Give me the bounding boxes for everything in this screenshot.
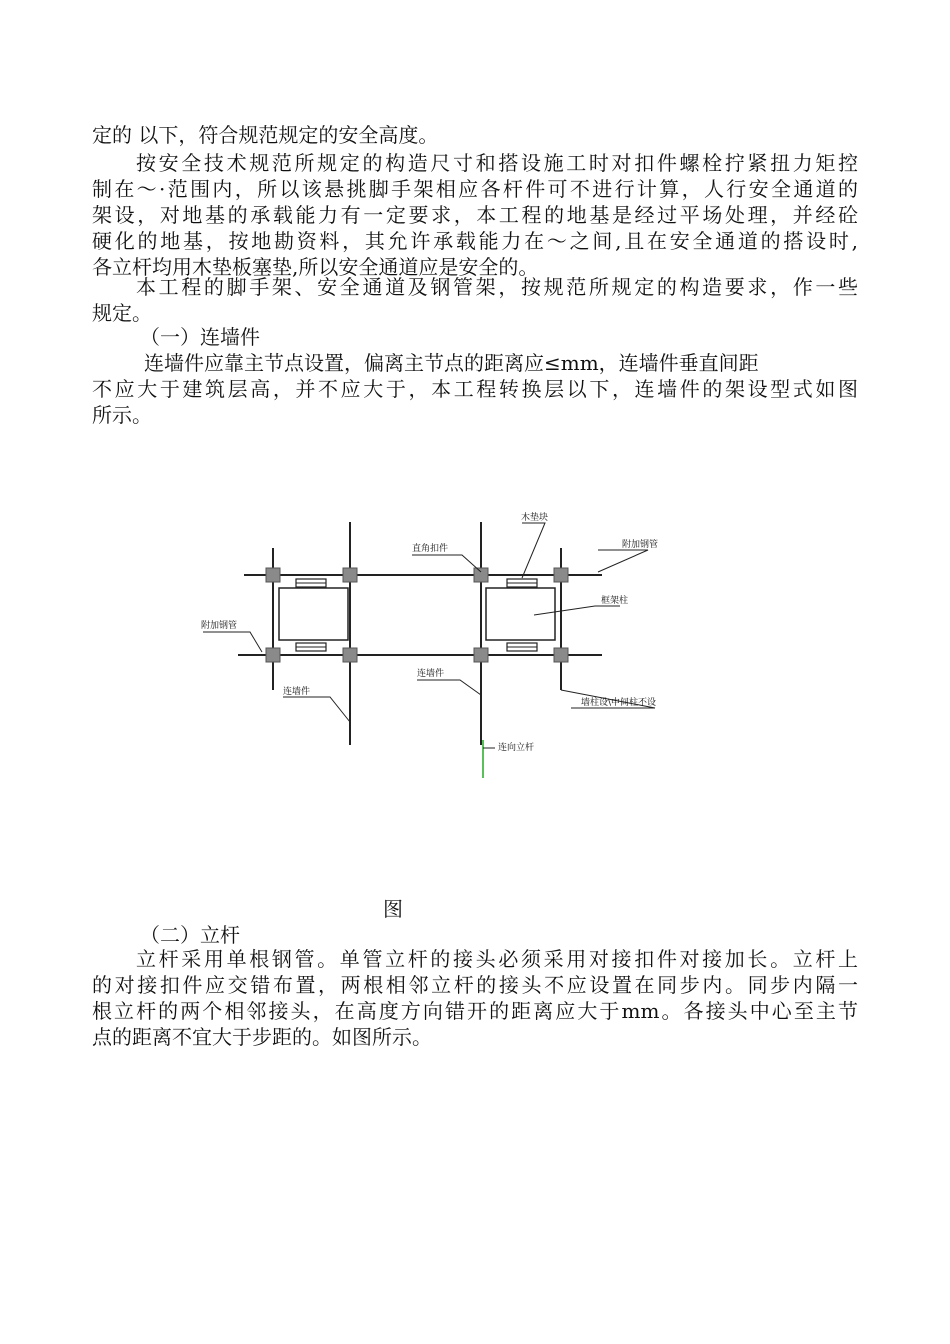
label-tie-mid: 连墙件 <box>417 669 445 679</box>
paragraph-line: 根立杆的两个相邻接头，在高度方向错开的距离应大于mm。各接头中心至主节 <box>92 999 858 1023</box>
paragraph-line: 不应大于建筑层高，并不应大于，本工程转换层以下，连墙件的架设型式如图 <box>92 377 858 401</box>
clamp <box>343 648 357 662</box>
paragraph-line: 硬化的地基，按地勘资料，其允许承载能力在～之间,且在安全通道的搭设时, <box>92 229 858 253</box>
paragraph-line: 立杆采用单根钢管。单管立杆的接头必须采用对接扣件对接加长。立杆上 <box>136 947 858 971</box>
label-added-pipe-right: 附加钢管 <box>622 540 659 550</box>
paragraph-line: 架设，对地基的承载能力有一定要求，本工程的地基是经过平场处理，并经砼 <box>92 203 858 227</box>
frame-column <box>279 588 348 640</box>
paragraph-line: 制在～·范围内，所以该悬挑脚手架相应各杆件可不进行计算，人行安全通道的 <box>92 177 858 201</box>
paragraph-line: 所示。 <box>92 403 152 427</box>
label-wood-block: 木垫块 <box>521 513 549 523</box>
figure-caption: 图 <box>383 897 403 921</box>
label-frame-column: 框架柱 <box>601 596 629 606</box>
label-edge-note: 墙柱设\中间柱不设 <box>581 698 657 708</box>
paragraph-line: 各立杆均用木垫板塞垫,所以安全通道应是安全的。 <box>92 255 539 279</box>
label-tie-left: 连墙件 <box>283 687 311 697</box>
clamp <box>474 648 488 662</box>
paragraph-line: 定的 以下，符合规范规定的安全高度。 <box>92 123 439 147</box>
label-added-pipe-left: 附加钢管 <box>201 621 238 631</box>
paragraph-line: 的对接扣件应交错布置，两根相邻立杆的接头不应设置在同步内。同步内隔一 <box>92 973 858 997</box>
clamp <box>266 568 280 582</box>
frame-column <box>486 588 555 640</box>
wall-tie-diagram <box>0 500 950 800</box>
paragraph-line: 按安全技术规范所规定的构造尺寸和搭设施工时对扣件螺栓拧紧扭力矩控 <box>136 151 858 175</box>
paragraph-line: 规定。 <box>92 301 152 325</box>
clamp <box>474 568 488 582</box>
paragraph-line: 点的距离不宜大于步距的。如图所示。 <box>92 1025 432 1049</box>
section-heading: （一）连墙件 <box>140 325 260 349</box>
clamp <box>266 648 280 662</box>
clamp <box>554 568 568 582</box>
clamp <box>554 648 568 662</box>
paragraph-line: 连墙件应靠主节点设置，偏离主节点的距离应≤mm，连墙件垂直间距 <box>144 351 759 375</box>
clamp <box>343 568 357 582</box>
section-heading: （二）立杆 <box>140 923 240 947</box>
paragraph-line: 本工程的脚手架、安全通道及钢管架，按规范所规定的构造要求，作一些 <box>136 275 858 299</box>
label-connector-pole: 连向立杆 <box>498 743 535 753</box>
label-right-angle-clamp: 直角扣件 <box>412 544 449 554</box>
